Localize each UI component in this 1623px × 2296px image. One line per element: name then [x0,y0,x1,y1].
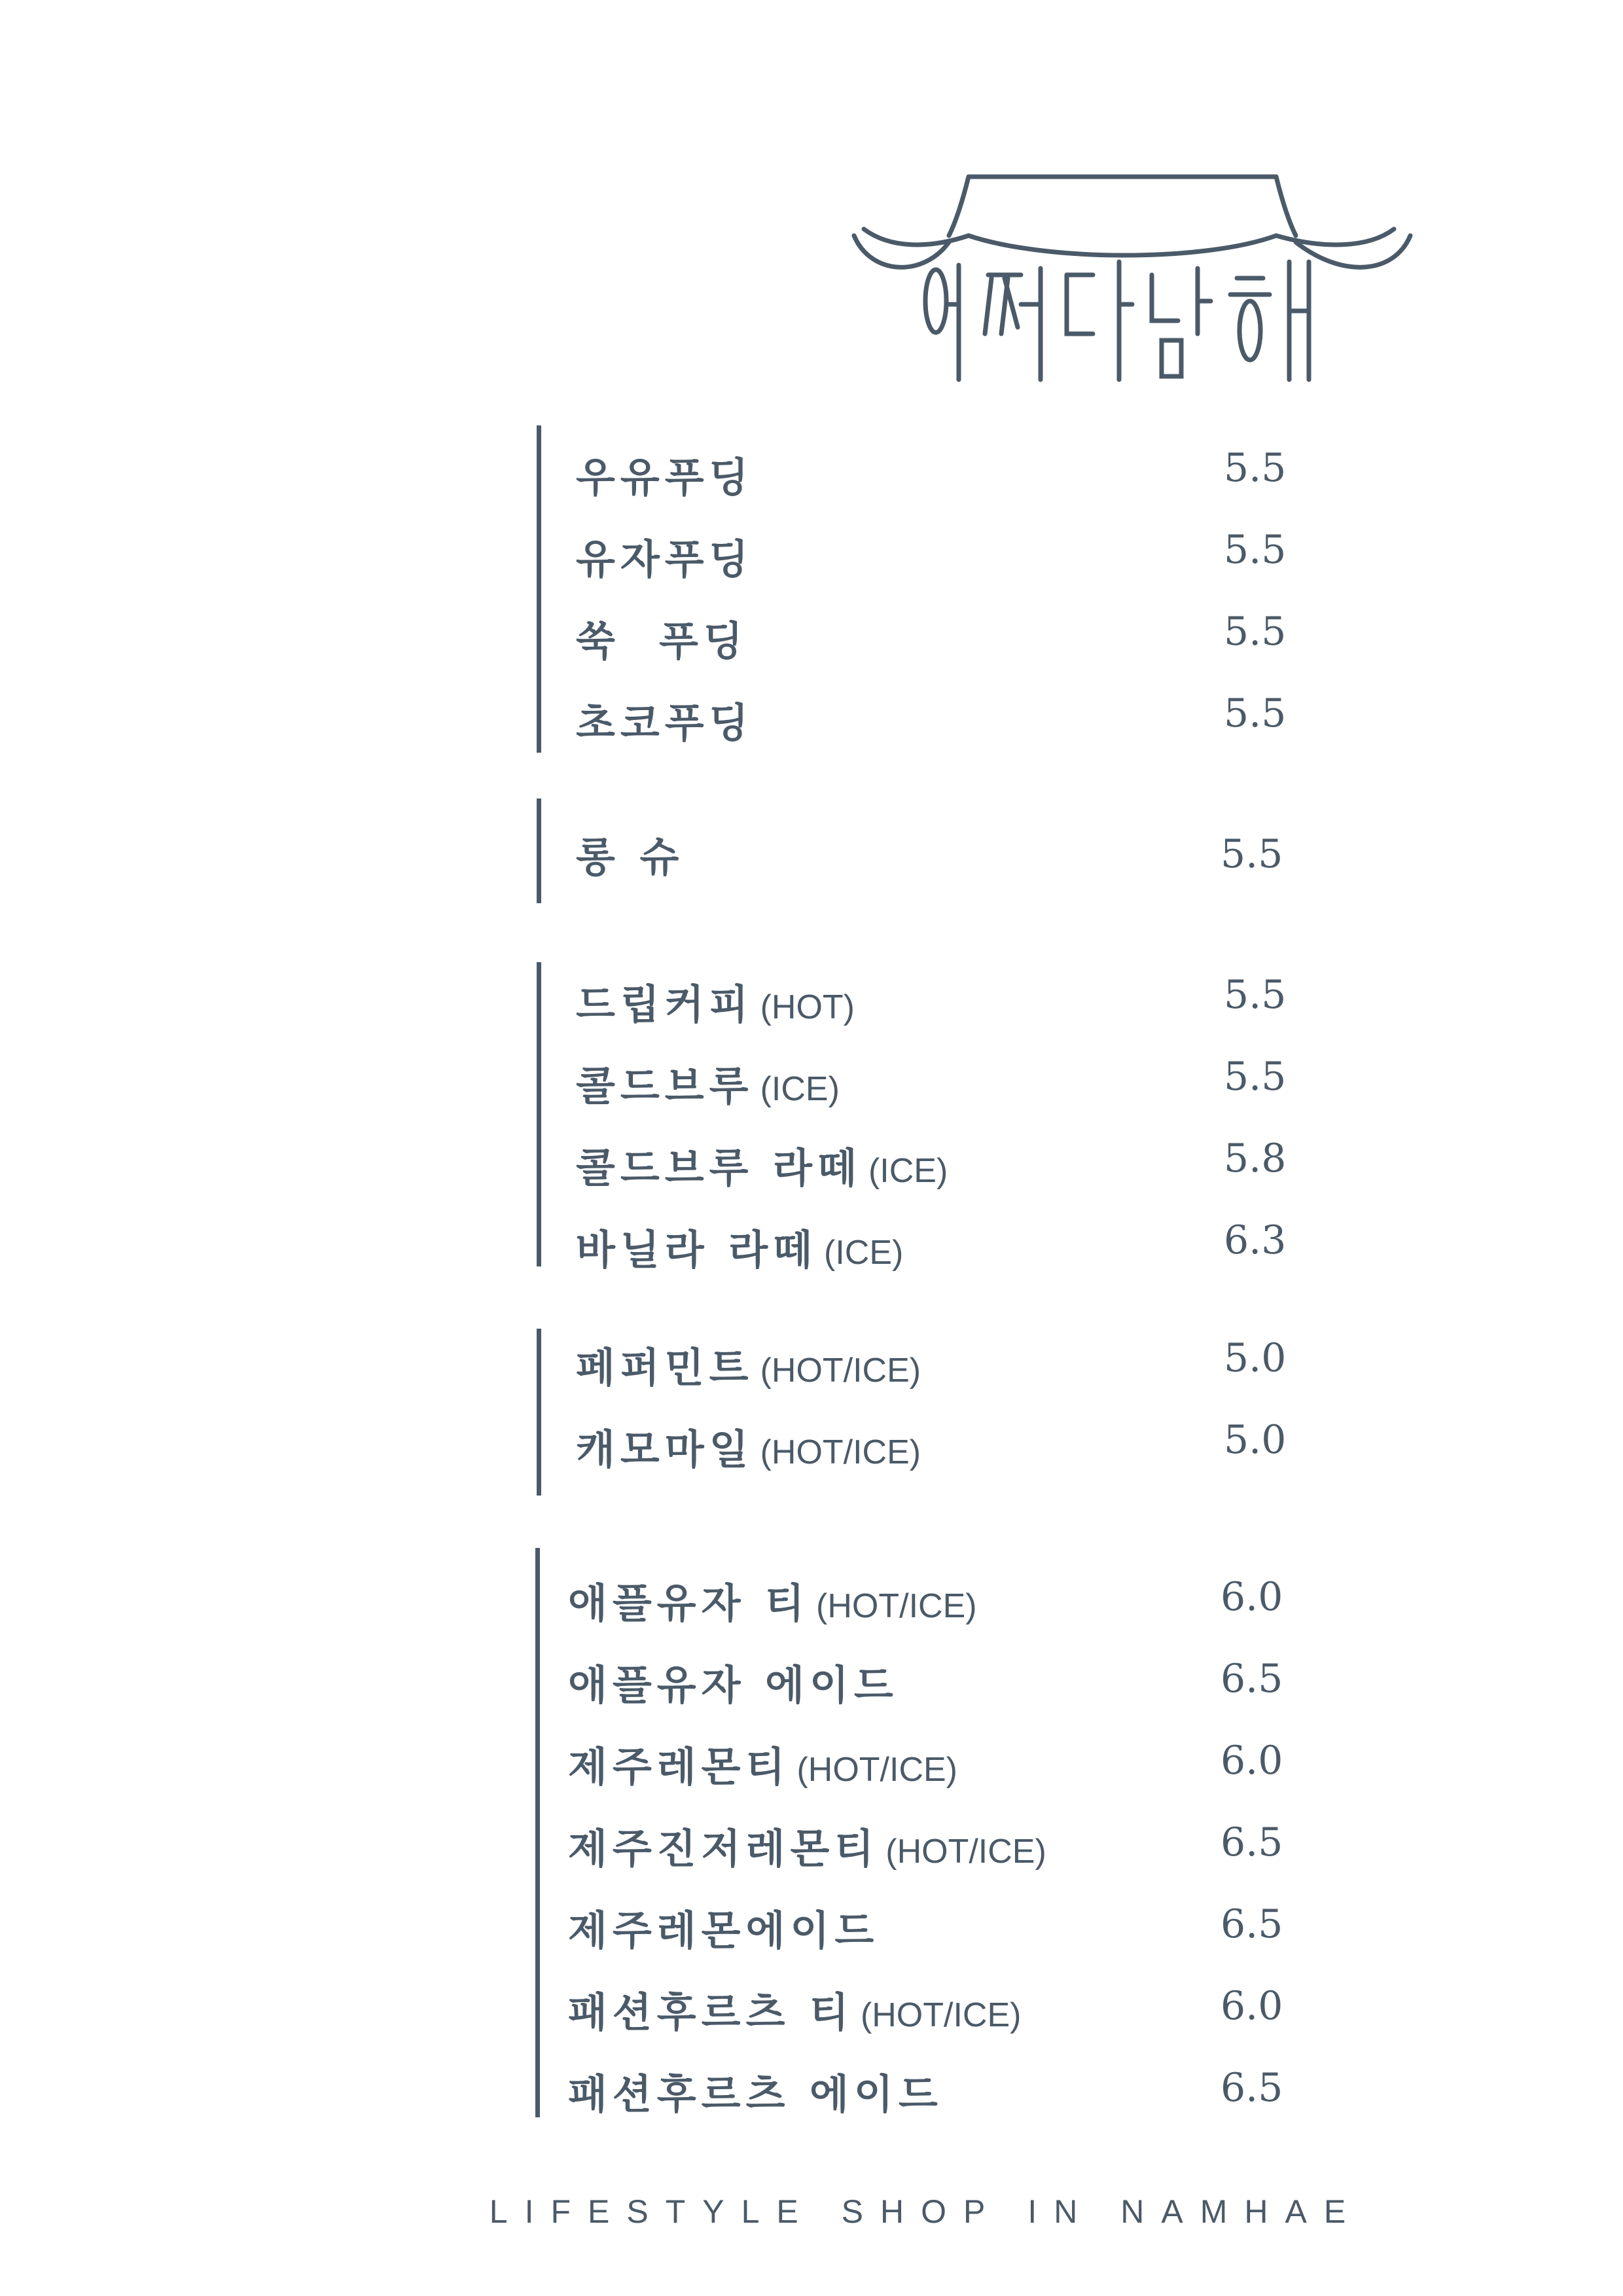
menu-item: 우유푸딩 [576,454,754,501]
menu-item: 드립커피 (HOT) [576,980,855,1028]
category-divider [537,425,541,753]
menu-item: 애플유자 티 (HOT/ICE) [568,1579,977,1627]
menu-item-price: 5.5 [1224,445,1287,491]
menu-item: 바닐라 라떼 (ICE) [576,1226,904,1274]
menu-item-price: 5.8 [1224,1136,1287,1181]
menu-item-price: 6.3 [1224,1217,1287,1263]
menu-item-price: 5.0 [1224,1335,1287,1381]
menu-item-price: 5.0 [1224,1417,1287,1463]
menu-item-price: 6.0 [1221,1574,1283,1620]
menu-item: 롱 슈 [576,833,685,881]
category-divider [537,1329,541,1496]
menu-item: 쑥 푸딩 [576,617,748,665]
menu-item: 콜드브루 라떼 (ICE) [576,1144,948,1192]
menu-item: 캐모마일 (HOT/ICE) [576,1426,921,1473]
hanok-roof-icon [851,164,1414,406]
menu-item-price: 5.5 [1224,1054,1287,1100]
menu-item-price: 5.5 [1224,691,1287,736]
menu-item: 제주레몬에이드 [568,1907,880,1954]
menu-item: 패션후르츠 티 (HOT/ICE) [568,1988,1022,2036]
menu-item-price: 6.5 [1221,2065,1283,2111]
menu-item-price: 5.5 [1224,972,1287,1018]
menu-item-price: 6.0 [1221,1738,1283,1784]
footer-tagline: LIFESTYLE SHOP IN NAMHAE [489,2193,1363,2230]
menu-item-price: 5.5 [1221,831,1283,877]
menu-item: 페퍼민트 (HOT/ICE) [576,1344,921,1391]
menu-item: 유자푸딩 [576,535,754,583]
category-divider [537,798,541,903]
menu-item: 애플유자 에이드 [568,1661,899,1709]
menu-item: 초코푸딩 [576,699,754,747]
menu-item-price: 5.5 [1224,527,1287,573]
menu-item: 콜드브루 (ICE) [576,1062,840,1110]
menu-item-price: 5.5 [1224,609,1287,655]
menu-item: 제주레몬티 (HOT/ICE) [568,1743,957,1791]
menu-item-price: 6.5 [1221,1901,1283,1947]
category-divider [537,962,541,1266]
menu-item: 제주진저레몬티 (HOT/ICE) [568,1825,1046,1873]
menu-item-price: 6.5 [1221,1820,1283,1865]
menu-item-price: 6.5 [1221,1656,1283,1702]
brand-logo [851,164,1414,406]
category-divider [535,1548,540,2117]
menu-item-price: 6.0 [1221,1983,1283,2029]
menu-item: 패션후르츠 에이드 [568,2070,943,2118]
